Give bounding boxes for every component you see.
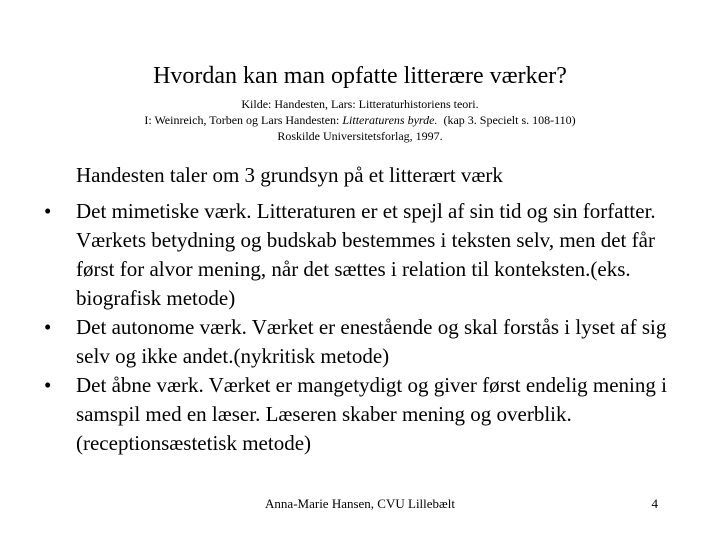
bullet-item-mimetic [44, 197, 684, 313]
source-book-title: Litteraturens byrde. [342, 113, 438, 127]
bullet-icon: • [44, 315, 52, 339]
source-line-2-prefix: I: Weinreich, Torben og Lars Handesten: [144, 113, 343, 127]
bullet-icon: • [44, 373, 52, 397]
bullet-icon: • [44, 199, 52, 223]
slide-title: Hvordan kan man opfatte litterære værker? [153, 63, 567, 89]
bullet-list [44, 197, 684, 458]
bullet-text: Det åbne værk. Værket er mangetydigt og giver først endelig mening i samspil med en læser. Læseren skaber mening og overblik. (receptionsæstetisk metode) [76, 373, 667, 455]
source-citation [0, 96, 720, 144]
source-line-2 [0, 112, 720, 128]
page-number: 4 [651, 496, 658, 511]
bullet-text: Det autonome værk. Værket er enestående og skal forstås i lyset af sig selv og ikke andet.(nykritisk metode) [76, 315, 667, 368]
intro-text: Handesten taler om 3 grundsyn på et litterært værk [76, 163, 503, 187]
source-line-2-suffix: (kap 3. Specielt s. 108-110) [437, 113, 576, 127]
source-line-3: Roskilde Universitetsforlag, 1997. [277, 129, 443, 143]
bullet-text: Det mimetiske værk. Litteraturen er et spejl af sin tid og sin forfatter. Værkets betydning og budskab bestemmes i teksten selv, men det får først for alvor mening, når det sættes i relation til konteksten.(eks. biografisk metode) [76, 199, 656, 310]
bullet-item-autonomous [44, 313, 684, 371]
source-line-1: Kilde: Handesten, Lars: Litteraturhistoriens teori. [241, 97, 479, 111]
bullet-item-open [44, 371, 684, 458]
footer-author: Anna-Marie Hansen, CVU Lillebælt [265, 496, 455, 511]
